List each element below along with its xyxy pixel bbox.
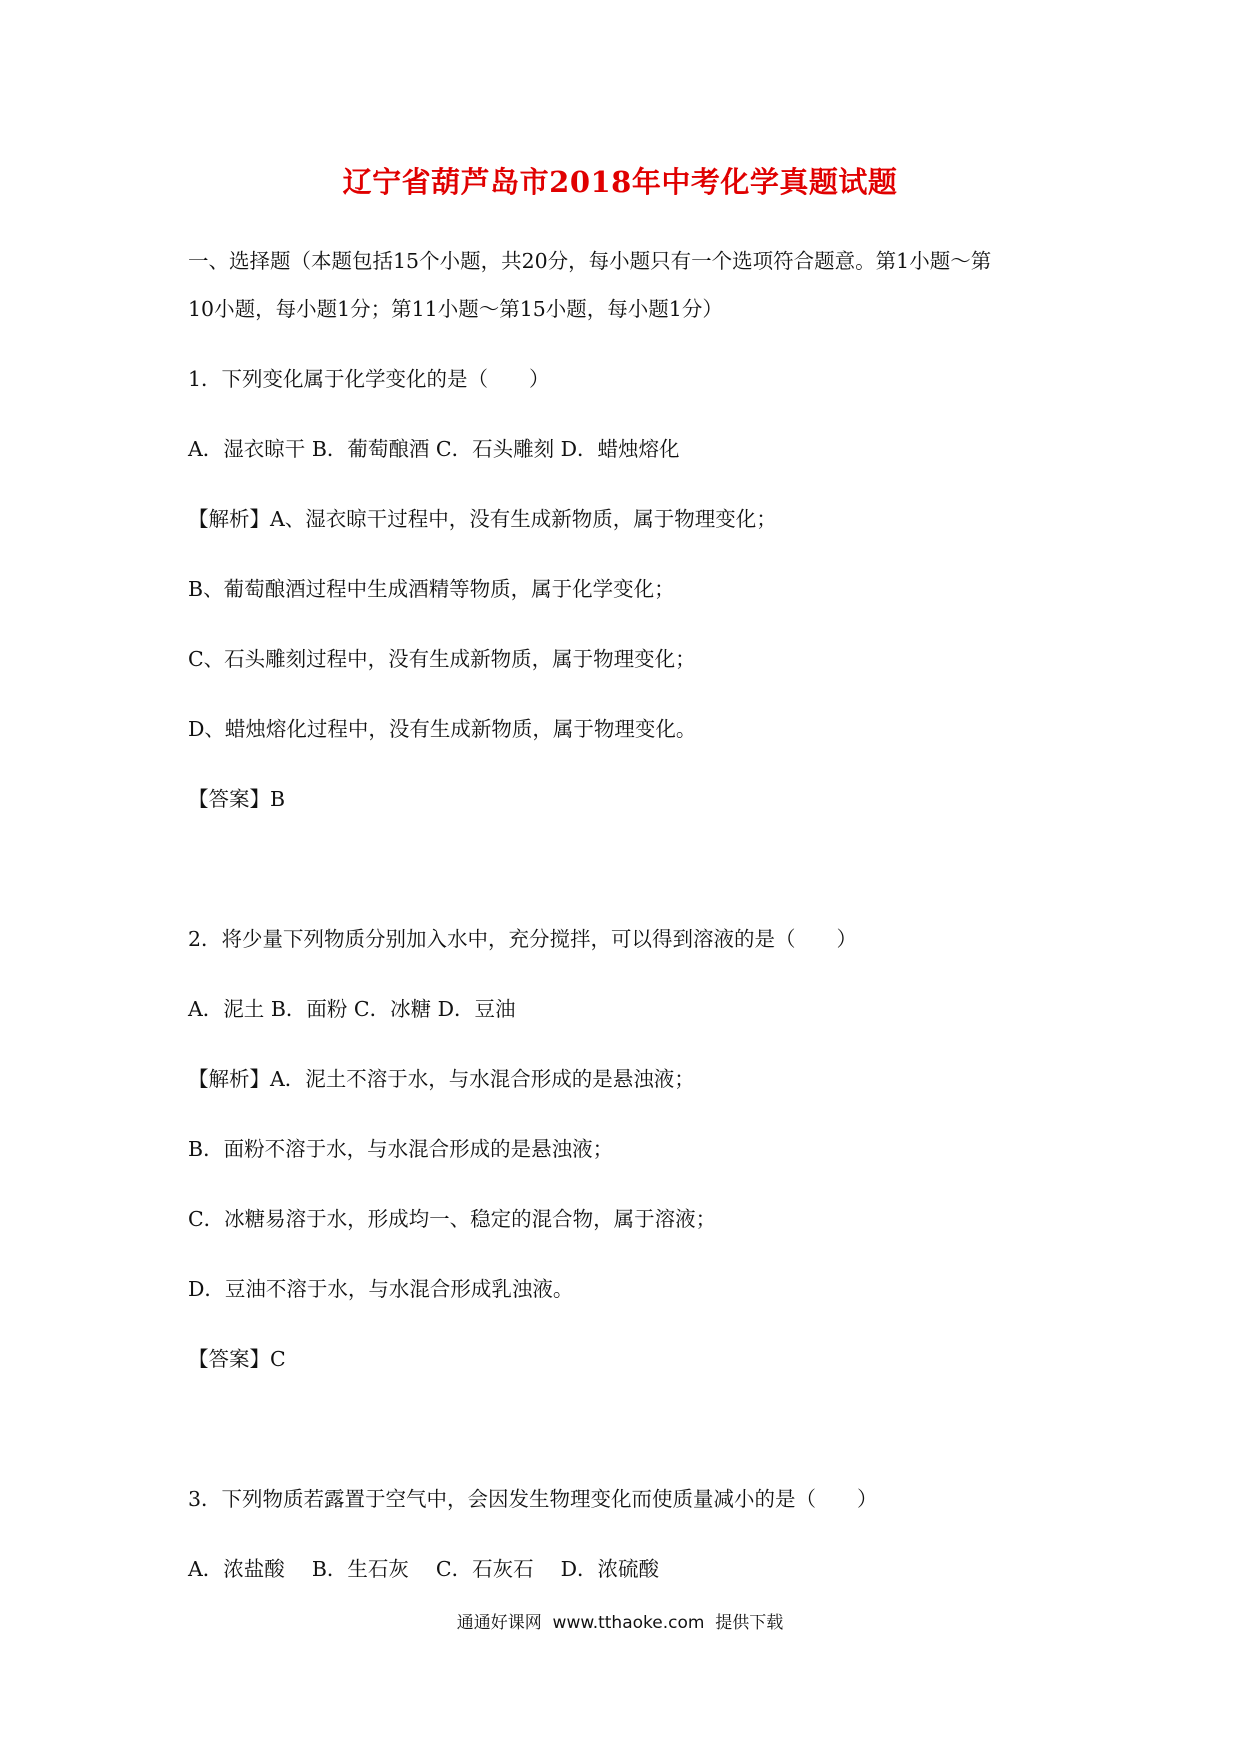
section-heading-line2: 10小题，每小题1分；第11小题～第15小题，每小题1分） [188,297,723,321]
question-1-analysis-line: 【解析】A、湿衣晾干过程中，没有生成新物质，属于物理变化； [188,507,777,531]
question-3-stem: 3．下列物质若露置于空气中，会因发生物理变化而使质量减小的是（ ） [188,1487,878,1511]
question-2-analysis-line: C．冰糖易溶于水，形成均一、稳定的混合物，属于溶液； [188,1207,717,1231]
section-heading-line1: 一、选择题（本题包括15个小题，共20分，每小题只有一个选项符合题意。第1小题～第 [188,249,992,273]
question-1-answer: 【答案】B [188,787,286,811]
question-1-stem: 1．下列变化属于化学变化的是（ ） [188,367,550,391]
question-1-analysis-line: B、葡萄酿酒过程中生成酒精等物质，属于化学变化； [188,577,675,601]
question-2-analysis-line: 【解析】A．泥土不溶于水，与水混合形成的是悬浊液； [188,1067,695,1091]
question-3-options: A．浓盐酸 B．生石灰 C．石灰石 D．浓硫酸 [188,1557,660,1581]
question-2-analysis-line: B．面粉不溶于水，与水混合形成的是悬浊液； [188,1137,614,1161]
question-2-stem: 2．将少量下列物质分别加入水中，充分搅拌，可以得到溶液的是（ ） [188,927,858,951]
question-2-options: A．泥土 B．面粉 C．冰糖 D．豆油 [188,997,516,1021]
document-title: 辽宁省葫芦岛市2018年中考化学真题试题 [342,165,898,199]
page-footer: 通通好课网 www.tthaoke.com 提供下载 [456,1613,784,1633]
question-2-answer: 【答案】C [188,1347,286,1371]
question-2-analysis-line: D．豆油不溶于水，与水混合形成乳浊液。 [188,1277,574,1301]
question-1-options: A．湿衣晾干 B．葡萄酿酒 C．石头雕刻 D．蜡烛熔化 [188,437,680,461]
question-1-analysis-line: C、石头雕刻过程中，没有生成新物质，属于物理变化； [188,647,696,671]
question-1-analysis-line: D、蜡烛熔化过程中，没有生成新物质，属于物理变化。 [188,717,697,741]
